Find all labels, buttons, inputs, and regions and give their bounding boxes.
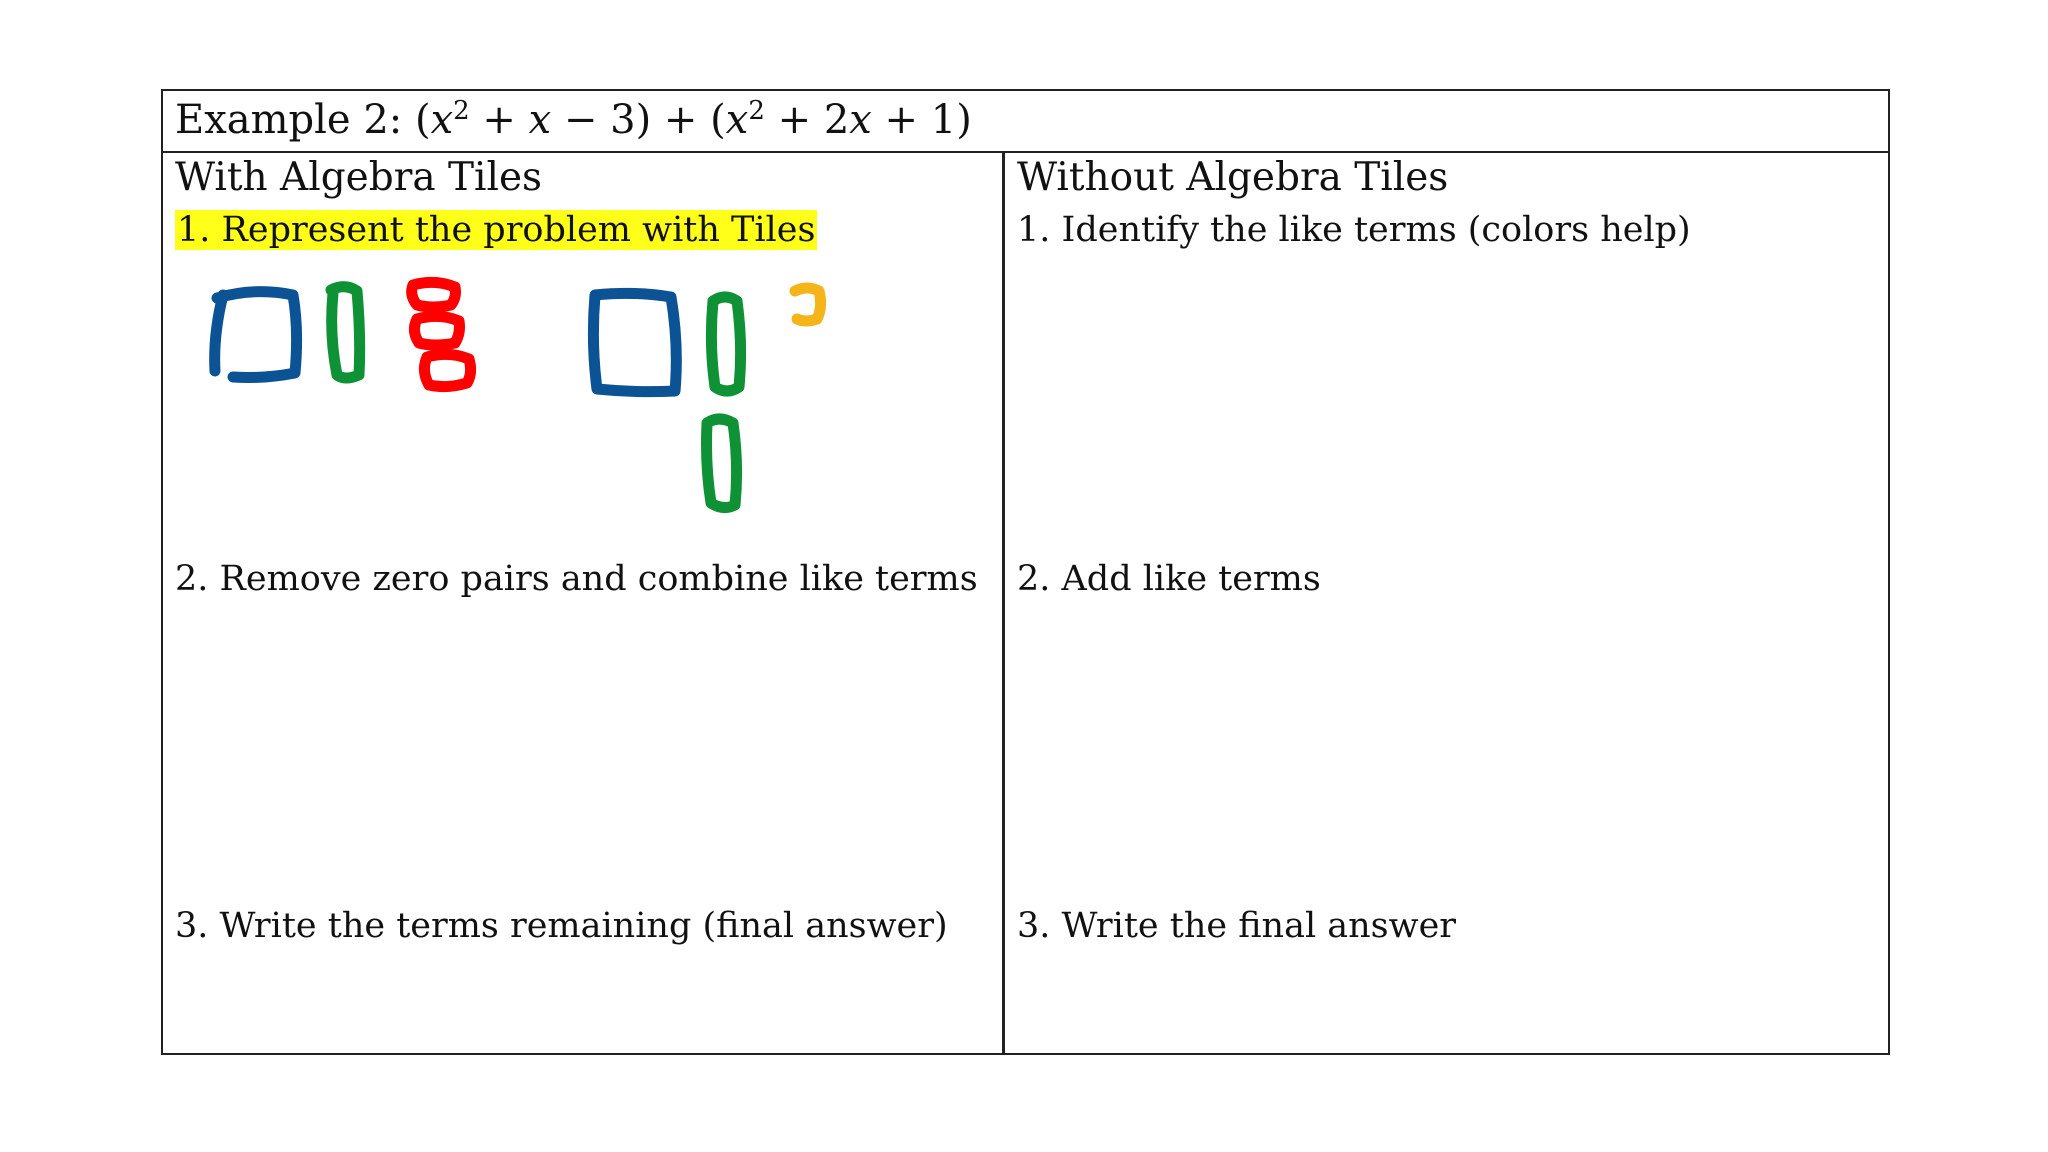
x-squared-tile bbox=[593, 293, 676, 391]
negative-unit-tile bbox=[412, 282, 456, 307]
right-step-3: 3. Write the final answer bbox=[1017, 906, 1457, 946]
x-tile bbox=[331, 287, 360, 378]
left-step-3: 3. Write the terms remaining (final answer) bbox=[175, 906, 948, 946]
title-prefix: Example 2: bbox=[175, 97, 415, 143]
negative-unit-tile bbox=[424, 354, 470, 386]
negative-unit-tile bbox=[414, 316, 459, 345]
highlighted-step-text: 1. Represent the problem with Tiles bbox=[177, 210, 816, 250]
example-title bbox=[175, 95, 972, 145]
algebra-tiles-drawing bbox=[195, 265, 855, 525]
x-tile bbox=[711, 297, 740, 391]
right-step-1: 1. Identify the like terms (colors help) bbox=[1017, 210, 1691, 250]
x-tile bbox=[707, 419, 737, 508]
column-heading-with-tiles: With Algebra Tiles bbox=[175, 155, 543, 200]
column-heading-without-tiles: Without Algebra Tiles bbox=[1017, 155, 1449, 200]
right-step-2: 2. Add like terms bbox=[1017, 559, 1321, 599]
title-expression: $(x^2 + x - 3) + (x^2 + 2x + 1)$ bbox=[414, 96, 972, 143]
x-squared-tile bbox=[215, 292, 297, 378]
unit-tile bbox=[795, 288, 821, 321]
table-header-row bbox=[163, 91, 1888, 153]
without-algebra-tiles-column bbox=[1005, 151, 1890, 1055]
left-step-2: 2. Remove zero pairs and combine like terms bbox=[175, 559, 978, 599]
example-table bbox=[161, 89, 1890, 1055]
left-step-1 bbox=[175, 208, 817, 252]
